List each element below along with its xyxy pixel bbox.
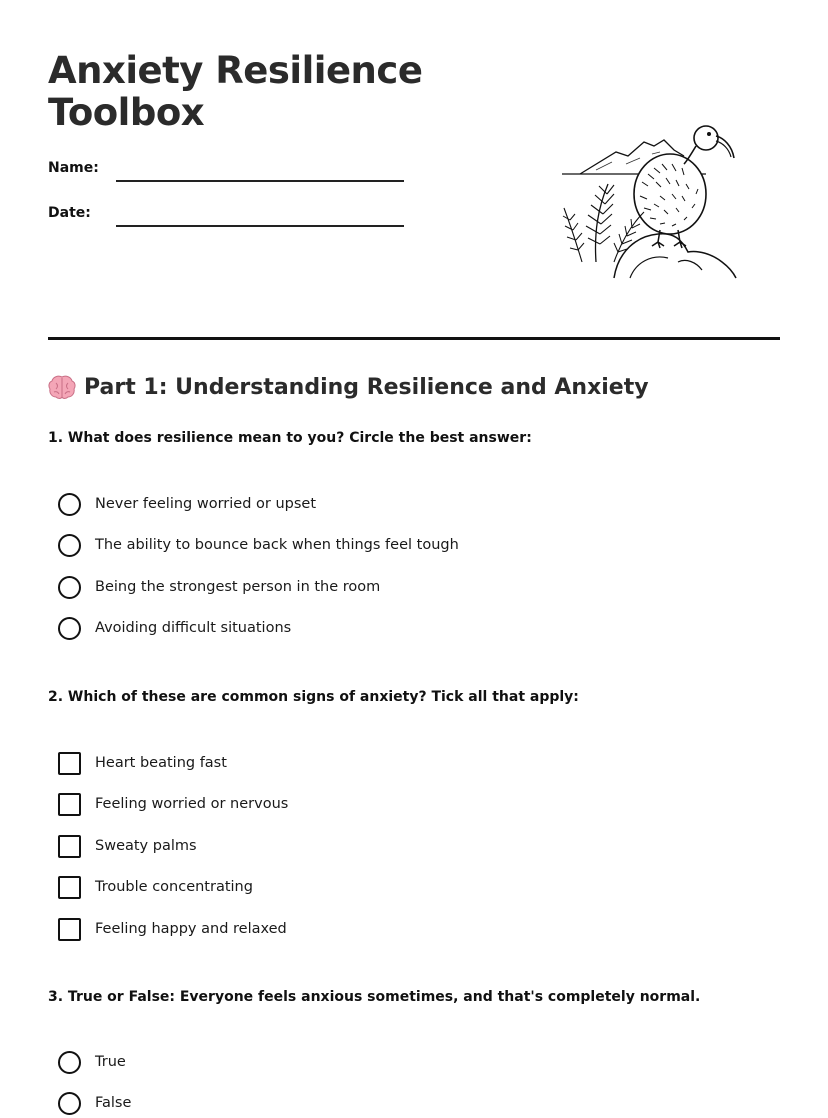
option-label: Trouble concentrating xyxy=(95,879,253,895)
q2-option-1[interactable] xyxy=(58,751,227,775)
page-title xyxy=(48,50,428,134)
option-label: The ability to bounce back when things feel tough xyxy=(95,537,459,553)
q3-option-false[interactable] xyxy=(58,1091,131,1115)
q2-option-4[interactable] xyxy=(58,875,253,899)
checkbox[interactable] xyxy=(58,752,81,775)
q1-option-1[interactable] xyxy=(58,492,316,516)
date-label: Date: xyxy=(48,205,91,221)
radio-button[interactable] xyxy=(58,576,81,599)
option-label: Feeling worried or nervous xyxy=(95,796,289,812)
radio-button[interactable] xyxy=(58,1051,81,1074)
name-field[interactable] xyxy=(116,180,404,182)
name-label: Name: xyxy=(48,160,99,176)
radio-button[interactable] xyxy=(58,617,81,640)
checkbox[interactable] xyxy=(58,793,81,816)
date-field[interactable] xyxy=(116,225,404,227)
radio-button[interactable] xyxy=(58,534,81,557)
section-divider xyxy=(48,337,780,340)
part-1-heading xyxy=(48,374,649,400)
q3-option-true[interactable] xyxy=(58,1050,126,1074)
radio-button[interactable] xyxy=(58,493,81,516)
checkbox[interactable] xyxy=(58,876,81,899)
kiwi-illustration xyxy=(556,112,746,284)
q2-option-5[interactable] xyxy=(58,917,287,941)
option-label: True xyxy=(95,1054,126,1070)
option-label: Never feeling worried or upset xyxy=(95,496,317,512)
title-line-2: Toolbox xyxy=(48,91,205,134)
option-label: Avoiding difficult situations xyxy=(95,620,292,636)
option-label: Feeling happy and relaxed xyxy=(95,921,287,937)
option-label: Being the strongest person in the room xyxy=(95,579,381,595)
q1-option-4[interactable] xyxy=(58,616,291,640)
q1-option-3[interactable] xyxy=(58,575,380,599)
question-1: 1. What does resilience mean to you? Circle the best answer: xyxy=(48,430,532,446)
question-2: 2. Which of these are common signs of anxiety? Tick all that apply: xyxy=(48,689,579,705)
part-1-heading-text: Part 1: Understanding Resilience and Anxiety xyxy=(84,374,649,400)
title-line-1: Anxiety Resilience xyxy=(48,49,423,92)
option-label: False xyxy=(95,1095,132,1111)
checkbox[interactable] xyxy=(58,918,81,941)
brain-icon xyxy=(48,374,76,400)
q2-option-2[interactable] xyxy=(58,792,288,816)
option-label: Heart beating fast xyxy=(95,755,227,771)
checkbox[interactable] xyxy=(58,835,81,858)
question-3: 3. True or False: Everyone feels anxious sometimes, and that's completely normal. xyxy=(48,989,701,1005)
q2-option-3[interactable] xyxy=(58,834,197,858)
radio-button[interactable] xyxy=(58,1092,81,1115)
q1-option-2[interactable] xyxy=(58,533,459,557)
option-label: Sweaty palms xyxy=(95,838,197,854)
